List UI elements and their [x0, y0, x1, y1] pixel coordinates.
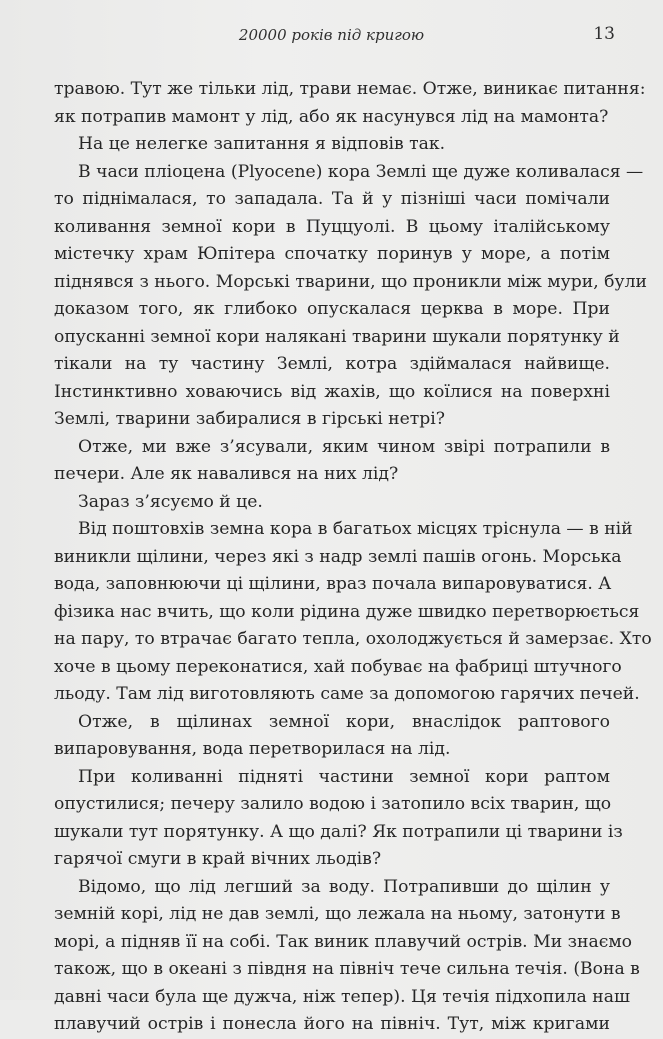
- text-line: травою. Тут же тільки лід, трави немає. Отже, виникає питання:: [54, 79, 646, 99]
- text-line: піднявся з нього. Морські тварини, що проникли між мури, були: [54, 271, 648, 292]
- running-title: 20000 років під кригою: [238, 26, 425, 44]
- text-line: опустилися; печеру залило водою і затопило всіх тварин, що: [54, 794, 612, 814]
- body-text: [54, 76, 652, 1039]
- text-line: На це нелегке запитання я відповів так.: [78, 134, 446, 154]
- text-line: вода, заповнюючи ці щілини, враз почала випаровуватися. А: [54, 574, 612, 594]
- page-header: [0, 24, 663, 54]
- text-line: При коливанні підняті частини земної кори раптом: [78, 766, 610, 787]
- text-line: гарячої смуги в край вічних льодів?: [54, 849, 382, 869]
- text-line: то піднімалася, то западала. Та й у пізніші часи помічали: [54, 189, 610, 209]
- text-line: містечку храм Юпітера спочатку поринув у море, а потім: [54, 244, 610, 264]
- text-line: Від поштовхів земна кора в багатьох місцях тріснула — в ній: [78, 519, 633, 539]
- text-line: шукали тут порятунку. А що далі? Як потрапили ці тварини із: [54, 821, 623, 842]
- page-number: 13: [593, 24, 615, 44]
- text-line: на пару, то втрачає багато тепла, охолоджується й замерзає. Хто: [54, 629, 652, 649]
- text-line: земній корі, лід не дав землі, що лежала на ньому, затонути в: [54, 904, 621, 924]
- text-line: плавучий острів і понесла його на північ. Тут, між кригами: [54, 1014, 610, 1034]
- text-line: В часи пліоцена (Plyocene) кора Землі ще дуже коливалася —: [78, 161, 644, 182]
- text-line: також, що в океані з півдня на північ тече сильна течія. (Вона в: [54, 959, 640, 979]
- text-line: тікали на ту частину Землі, котра здіймалася найвище.: [54, 354, 610, 374]
- text-line: коливання земної кори в Пуццуолі. В цьому італійському: [54, 216, 610, 237]
- text-line: Отже, ми вже з’ясували, яким чином звірі потрапили в: [78, 436, 610, 457]
- text-line: опусканні земної кори налякані тварини шукали порятунку й: [54, 326, 620, 347]
- text-line: доказом того, як глибоко опускалася церква в море. При: [54, 299, 610, 319]
- text-line: давні часи була ще дужча, ніж тепер). Ця течія підхопила наш: [54, 986, 630, 1007]
- text-line: Інстинктивно ховаючись від жахів, що коїлися на поверхні: [54, 381, 610, 402]
- text-line: Отже, в щілинах земної кори, внаслідок раптового: [78, 711, 610, 732]
- text-line: печери. Але як навалився на них лід?: [54, 464, 399, 484]
- text-line: як потрапив мамонт у лід, або як насунувся лід на мамонта?: [54, 106, 609, 127]
- text-line: фізика нас вчить, що коли рідина дуже швидко перетворюється: [54, 601, 640, 622]
- text-line: Відомо, що лід легший за воду. Потрапивши до щілин у: [78, 876, 610, 897]
- text-line: льоду. Там лід виготовляють саме за допомогою гарячих печей.: [54, 684, 640, 704]
- text-line: Зараз з’ясуємо й це.: [78, 491, 263, 512]
- text-line: випаровування, вода перетворилася на лід.: [54, 739, 451, 759]
- text-line: хоче в цьому переконатися, хай побуває на фабриці штучного: [54, 656, 622, 677]
- text-line: морі, а підняв її на собі. Так виник плавучий острів. Ми знаємо: [54, 931, 633, 952]
- text-line: Землі, тварини забиралися в гірські нетрі?: [54, 409, 446, 429]
- text-line: виникли щілини, через які з надр землі пашів огонь. Морська: [54, 546, 622, 567]
